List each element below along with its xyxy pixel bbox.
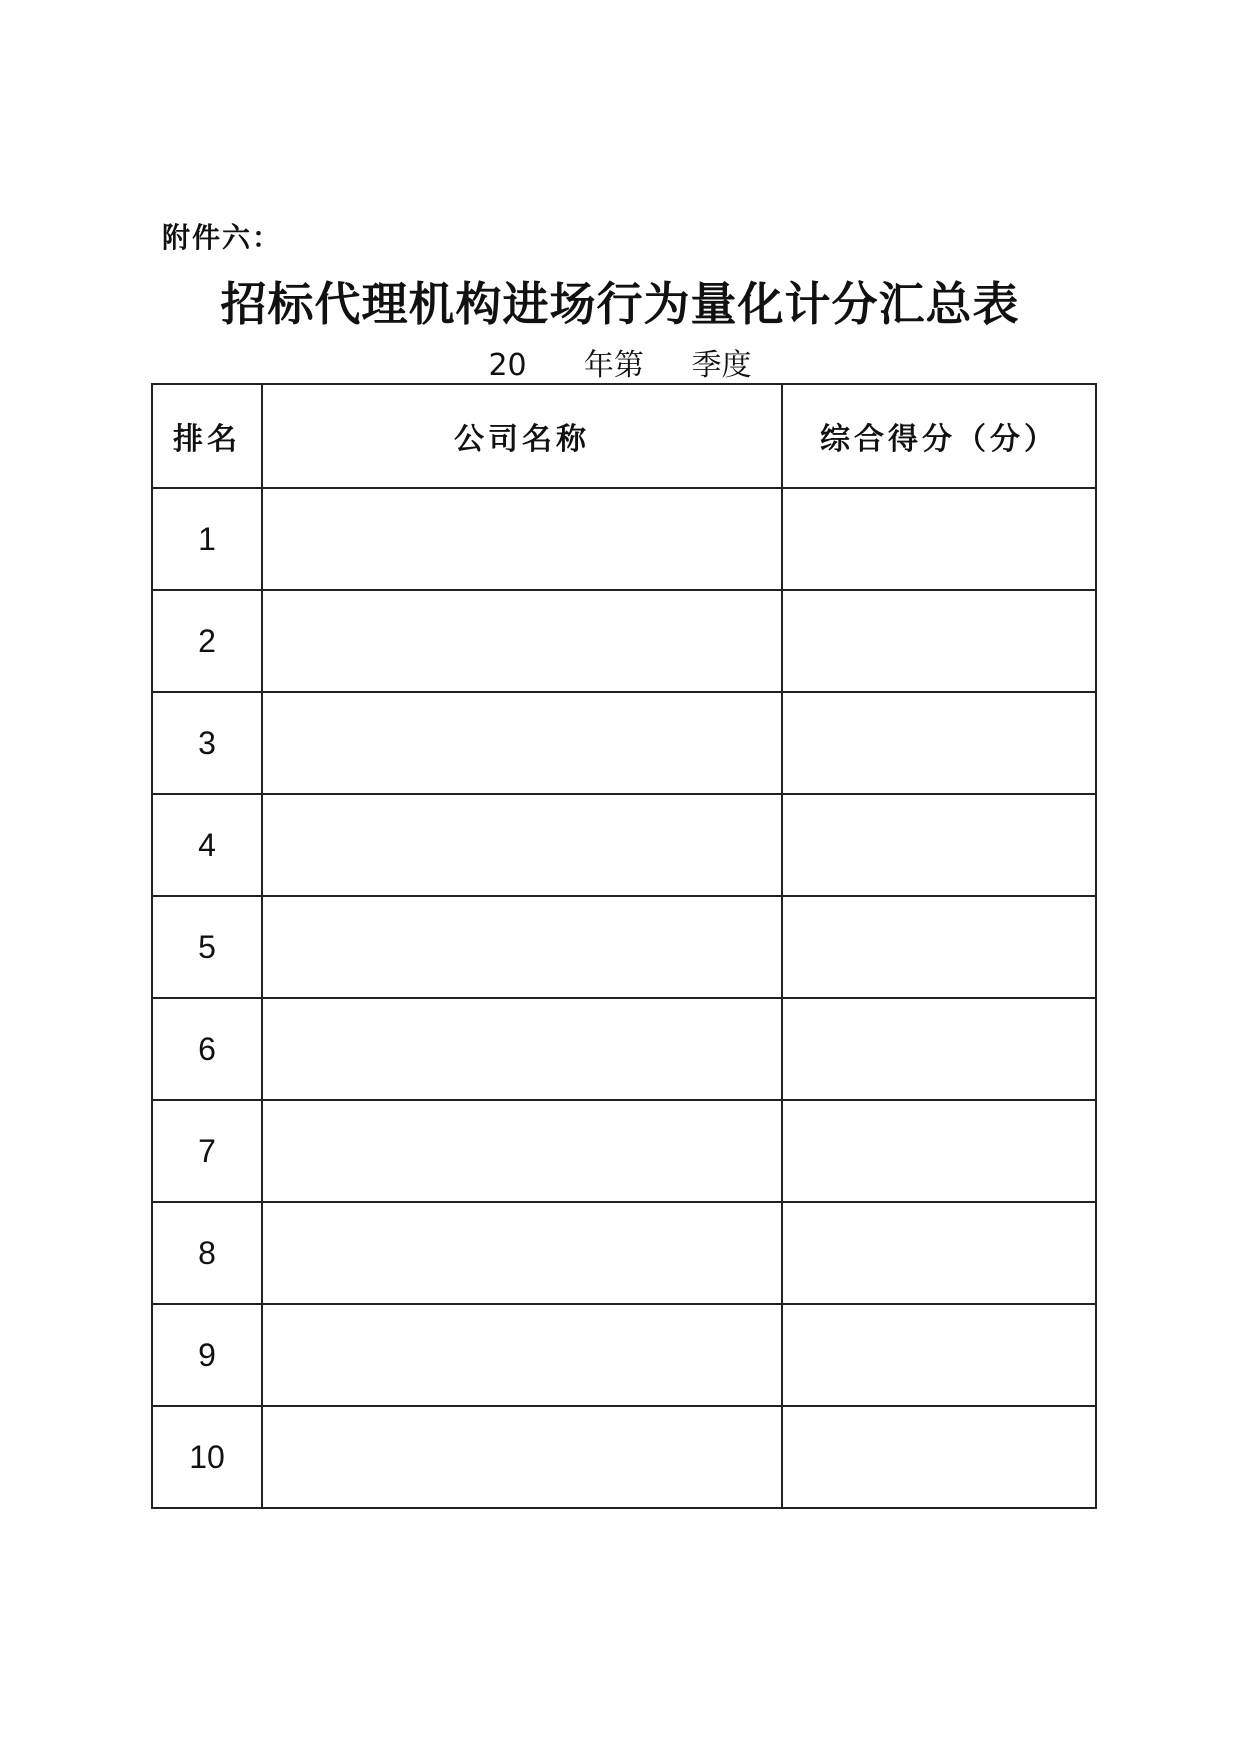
company-name-cell xyxy=(262,1100,782,1202)
table-row xyxy=(152,1100,1096,1202)
rank-cell: 2 xyxy=(152,590,262,692)
score-cell xyxy=(782,488,1096,590)
period-year-suffix: 年第 xyxy=(583,348,644,383)
table-row xyxy=(152,1406,1096,1508)
company-name-cell xyxy=(262,1304,782,1406)
attachment-label: 附件六： xyxy=(162,221,283,254)
table-row xyxy=(152,692,1096,794)
table-row xyxy=(152,590,1096,692)
score-cell xyxy=(782,1100,1096,1202)
rank-cell: 5 xyxy=(152,896,262,998)
score-cell xyxy=(782,692,1096,794)
table-row xyxy=(152,1304,1096,1406)
header-rank: 排名 xyxy=(152,384,262,488)
company-name-cell xyxy=(262,590,782,692)
score-cell xyxy=(782,590,1096,692)
rank-cell: 4 xyxy=(152,794,262,896)
period-line xyxy=(0,340,1240,384)
score-cell xyxy=(782,1202,1096,1304)
header-total-score: 综合得分（分） xyxy=(782,384,1096,488)
rank-cell: 1 xyxy=(152,488,262,590)
period-year-prefix: 20 xyxy=(488,348,527,383)
table-header-row xyxy=(152,384,1096,488)
table-row xyxy=(152,998,1096,1100)
company-name-cell xyxy=(262,1406,782,1508)
rank-cell: 10 xyxy=(152,1406,262,1508)
quarter-blank xyxy=(644,348,692,383)
company-name-cell xyxy=(262,692,782,794)
rank-cell: 9 xyxy=(152,1304,262,1406)
rank-cell: 3 xyxy=(152,692,262,794)
score-summary-table xyxy=(151,383,1097,1509)
page-title: 招标代理机构进场行为量化计分汇总表 xyxy=(220,277,1020,331)
company-name-cell xyxy=(262,1202,782,1304)
score-cell xyxy=(782,794,1096,896)
company-name-cell xyxy=(262,896,782,998)
company-name-cell xyxy=(262,794,782,896)
company-name-cell xyxy=(262,998,782,1100)
table-row xyxy=(152,1202,1096,1304)
rank-cell: 7 xyxy=(152,1100,262,1202)
score-cell xyxy=(782,896,1096,998)
score-cell xyxy=(782,1304,1096,1406)
table-row xyxy=(152,794,1096,896)
rank-cell: 8 xyxy=(152,1202,262,1304)
table-row xyxy=(152,896,1096,998)
company-name-cell xyxy=(262,488,782,590)
header-company-name: 公司名称 xyxy=(262,384,782,488)
rank-cell: 6 xyxy=(152,998,262,1100)
table-row xyxy=(152,488,1096,590)
period-quarter-suffix: 季度 xyxy=(691,348,752,383)
year-blank xyxy=(527,348,584,383)
score-cell xyxy=(782,998,1096,1100)
score-cell xyxy=(782,1406,1096,1508)
